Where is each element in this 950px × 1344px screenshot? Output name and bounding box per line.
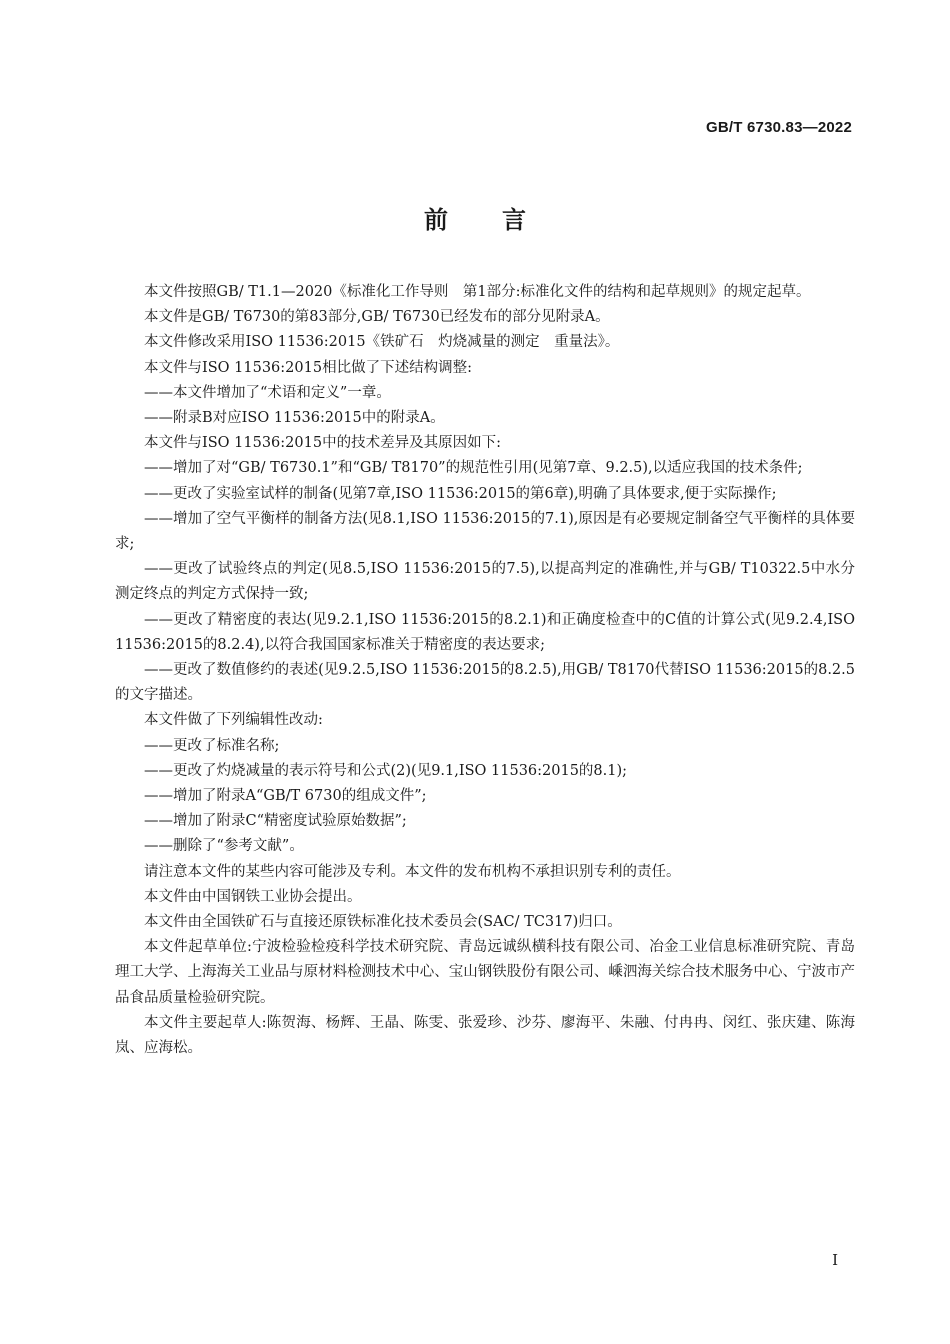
page-title: 前言 <box>424 206 580 234</box>
paragraph-patent-notice: 请注意本文件的某些内容可能涉及专利。本文件的发布机构不承担识别专利的责任。 <box>144 863 681 880</box>
paragraph-drafting-units: 本文件起草单位:宁波检验检疫科学技术研究院、青岛远诚纵横科技有限公司、冶金工业信息标准研究院、青岛理工大学、上海海关工业品与原材料检测技术中心、宝山钢铁股份有限公司、嵊泗海关综合技术服务中心、宁波市产品食品质量检验研究院。 <box>115 939 855 1006</box>
list-item: ——增加了附录C“精密度试验原始数据”; <box>144 813 407 830</box>
paragraph-part-number: 本文件是GB/ T6730的第83部分,GB/ T6730已经发布的部分见附录A。 <box>144 309 610 326</box>
page-number: I <box>832 1251 838 1269</box>
paragraph-proposer: 本文件由中国钢铁工业协会提出。 <box>144 888 362 905</box>
paragraph-technical-committee: 本文件由全国铁矿石与直接还原铁标准化技术委员会(SAC/ TC317)归口。 <box>144 914 622 931</box>
list-item: ——本文件增加了“术语和定义”一章。 <box>144 384 391 401</box>
list-item: ——增加了附录A“GB/T 6730的组成文件”; <box>144 788 427 805</box>
paragraph-technical-differences: 本文件与ISO 11536:2015中的技术差异及其原因如下: <box>144 435 501 452</box>
list-item: ——更改了精密度的表达(见9.2.1,ISO 11536:2015的8.2.1)和正确度检查中的C值的计算公式(见9.2.4,ISO 11536:2015的8.2.4),以符合我国国家标准关于精密度的表达要求; <box>115 611 855 653</box>
list-item: ——更改了实验室试样的制备(见第7章,ISO 11536:2015的第6章),明确了具体要求,便于实际操作; <box>144 485 777 502</box>
list-item: ——附录B对应ISO 11536:2015中的附录A。 <box>144 410 445 427</box>
list-item: ——更改了数值修约的表述(见9.2.5,ISO 11536:2015的8.2.5),用GB/ T8170代替ISO 11536:2015的8.2.5的文字描述。 <box>115 662 855 704</box>
standard-number: GB/T 6730.83—2022 <box>706 119 852 136</box>
list-item: ——增加了对“GB/ T6730.1”和“GB/ T8170”的规范性引用(见第7章、9.2.5),以适应我国的技术条件; <box>144 460 803 477</box>
foreword-body <box>115 280 855 1061</box>
list-item: ——更改了灼烧减量的表示符号和公式(2)(见9.1,ISO 11536:2015的8.1); <box>144 762 628 779</box>
list-item: ——删除了“参考文献”。 <box>144 838 304 855</box>
paragraph-editorial-changes: 本文件做了下列编辑性改动: <box>144 712 323 729</box>
list-item: ——更改了标准名称; <box>144 737 280 754</box>
paragraph-drafting-rules: 本文件按照GB/ T1.1—2020《标准化工作导则 第1部分:标准化文件的结构和起草规则》的规定起草。 <box>144 284 811 300</box>
paragraph-adoption: 本文件修改采用ISO 11536:2015《铁矿石 灼烧减量的测定 重量法》。 <box>144 334 620 351</box>
paragraph-structural-changes: 本文件与ISO 11536:2015相比做了下述结构调整: <box>144 359 472 376</box>
list-item: ——增加了空气平衡样的制备方法(见8.1,ISO 11536:2015的7.1),原因是有必要规定制备空气平衡样的具体要求; <box>115 510 855 553</box>
paragraph-drafters: 本文件主要起草人:陈贺海、杨辉、王晶、陈雯、张爱珍、沙芬、廖海平、朱融、付冉冉、闵红、张庆建、陈海岚、应海松。 <box>115 1014 855 1057</box>
list-item: ——更改了试验终点的判定(见8.5,ISO 11536:2015的7.5),以提高判定的准确性,并与GB/ T10322.5中水分测定终点的判定方式保持一致; <box>115 561 855 603</box>
